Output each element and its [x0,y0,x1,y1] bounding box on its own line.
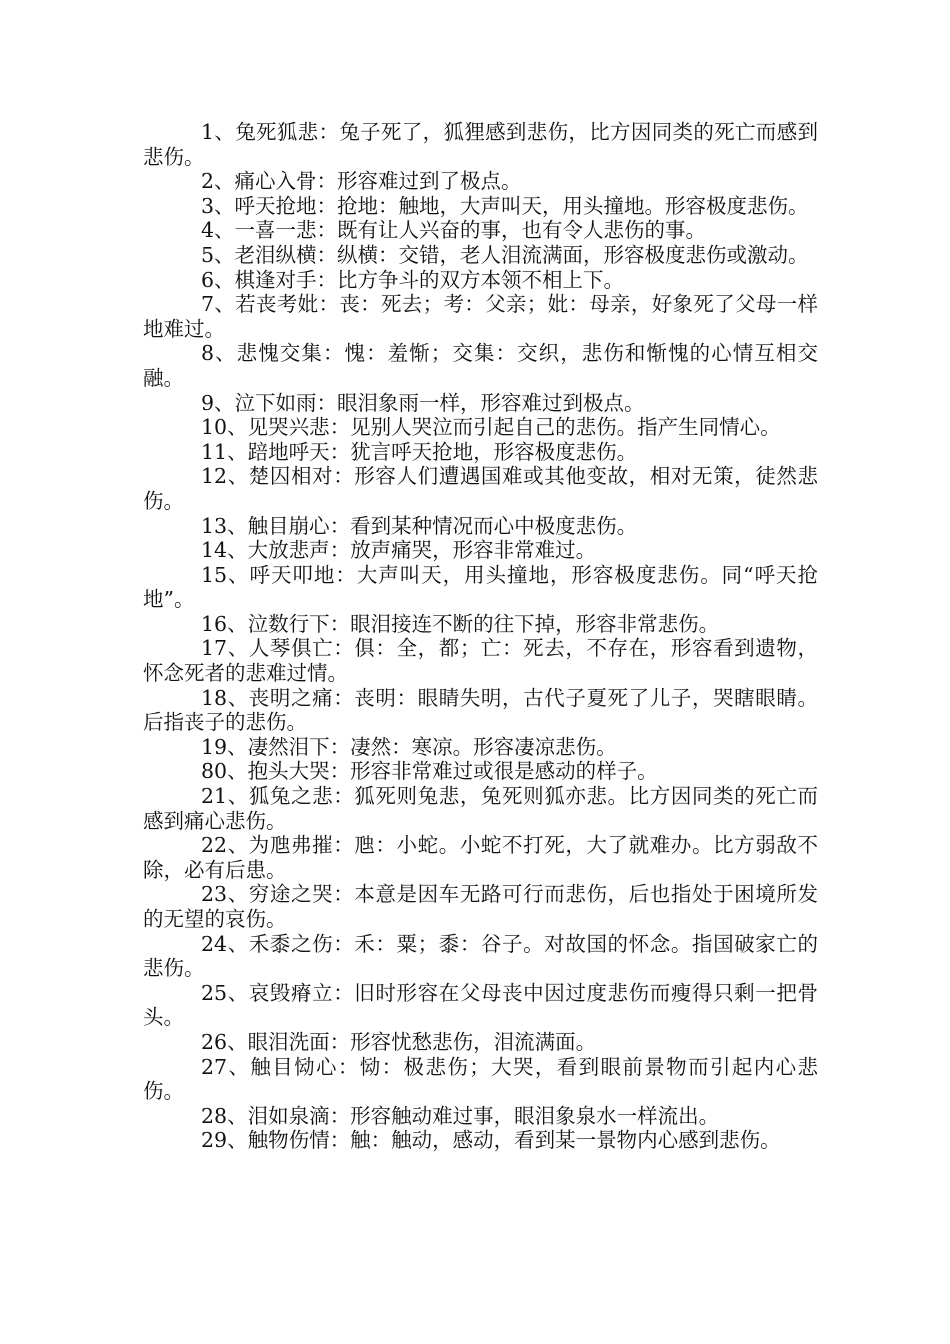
list-item: 25、哀毁瘠立：旧时形容在父母丧中因过度悲伤而瘦得只剩一把骨头。 [143,980,818,1030]
list-item: 29、触物伤情：触：触动，感动，看到某一景物内心感到悲伤。 [201,1128,781,1153]
list-item: 21、狐兔之悲：狐死则兔悲，兔死则狐亦悲。比方因同类的死亡而感到痛心悲伤。 [143,784,818,833]
list-item: 4、一喜一悲：既有让人兴奋的事，也有令人悲伤的事。 [201,218,707,243]
list-item: 16、泣数行下：眼泪接连不断的往下掉，形容非常悲伤。 [201,611,720,636]
list-item: 12、楚囚相对：形容人们遭遇国难或其他变故，相对无策，徒然悲伤。 [143,464,818,513]
list-item: 10、见哭兴悲：见别人哭泣而引起自己的悲伤。指产生同情心。 [201,415,781,440]
list-item: 24、禾黍之伤：禾：粟；黍：谷子。对故国的怀念。指国破家亡的悲伤。 [143,931,818,981]
list-item: 14、大放悲声：放声痛哭，形容非常难过。 [201,538,597,563]
list-item: 22、为虺弗摧：虺：小蛇。小蛇不打死，大了就难办。比方弱敌不除，必有后患。 [143,833,818,882]
list-item: 13、触目崩心：看到某种情况而心中极度悲伤。 [201,513,638,538]
list-item: 80、抱头大哭：形容非常难过或很是感动的样子。 [201,759,658,784]
list-item: 15、呼天叩地：大声叫天，用头撞地，形容极度悲伤。同“呼天抢地”。 [143,562,818,612]
list-item: 11、踣地呼天：犹言呼天抢地，形容极度悲伤。 [201,439,638,464]
list-item: 27、触目恸心：恸：极悲伤；大哭，看到眼前景物而引起内心悲伤。 [143,1054,818,1104]
list-item: 8、悲愧交集：愧：羞惭；交集：交织，悲伤和惭愧的心情互相交融。 [143,341,818,390]
list-item: 3、呼天抢地：抢地：触地，大声叫天，用头撞地。形容极度悲伤。 [201,193,809,218]
list-item: 17、人琴俱亡：俱：全，都；亡：死去，不存在，形容看到遗物，怀念死者的悲难过情。 [143,636,818,686]
idiom-list [143,120,818,1153]
list-item: 9、泣下如雨：眼泪象雨一样，形容难过到极点。 [201,390,645,415]
list-item: 28、泪如泉滴：形容触动难过事，眼泪象泉水一样流出。 [201,1103,720,1128]
list-item: 5、老泪纵横：纵横：交错，老人泪流满面，形容极度悲伤或激动。 [201,242,809,267]
list-item: 19、凄然泪下：凄然：寒凉。形容凄凉悲伤。 [201,734,617,759]
list-item: 26、眼泪洗面：形容忧愁悲伤，泪流满面。 [201,1029,597,1054]
list-item: 23、穷途之哭：本意是因车无路可行而悲伤，后也指处于困境所发的无望的哀伤。 [143,882,818,931]
list-item: 6、棋逢对手：比方争斗的双方本领不相上下。 [201,267,625,292]
list-item: 2、痛心入骨：形容难过到了极点。 [201,169,522,194]
list-item: 7、若丧考妣：丧：死去；考：父亲；妣：母亲，好象死了父母一样地难过。 [143,292,818,341]
list-item: 18、丧明之痛：丧明：眼睛失明，古代子夏死了儿子，哭瞎眼睛。后指丧子的悲伤。 [143,685,818,735]
list-item: 1、兔死狐悲：兔子死了，狐狸感到悲伤，比方因同类的死亡而感到悲伤。 [143,120,818,169]
